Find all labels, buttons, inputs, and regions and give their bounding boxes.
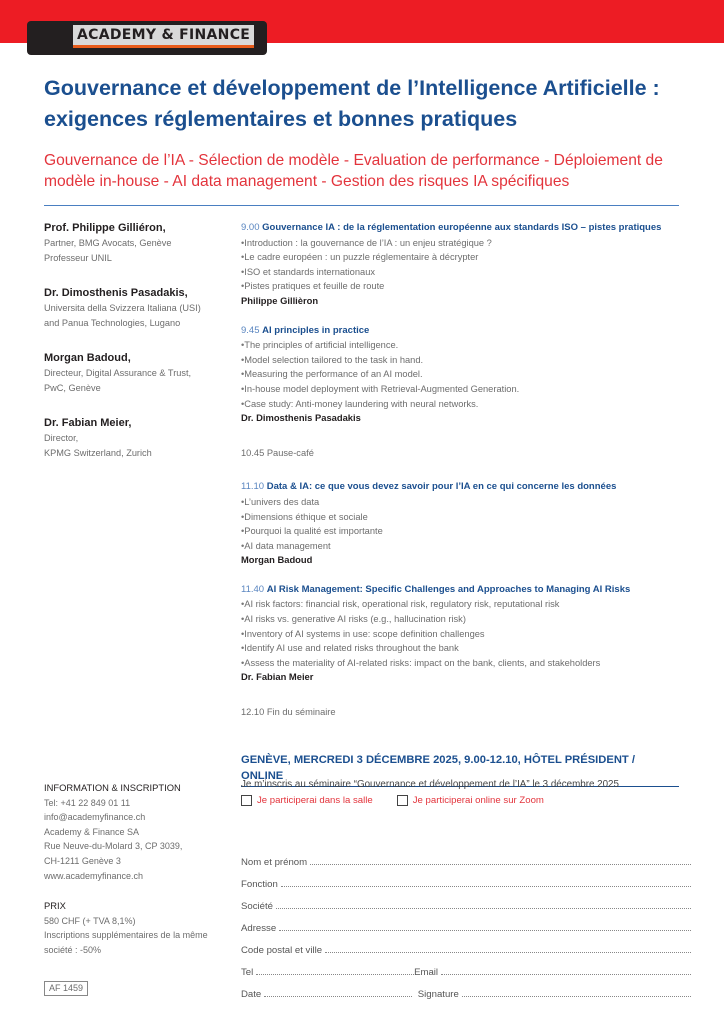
session-time: 11.40 [241,583,265,595]
session-speaker: Philippe Gillièron [241,294,319,306]
speaker-affiliation: Partner, BMG Avocats, Genève [44,238,172,248]
program [241,221,701,720]
session-title: AI Risk Management: Specific Challenges and Approaches to Managing AI Risks [266,583,631,595]
field-line[interactable] [310,864,691,865]
session-bullet: • Measuring the performance of an AI model. [241,367,701,382]
speaker-name: Morgan Badoud, [44,352,131,364]
speaker [44,351,229,396]
field-line[interactable] [276,908,691,909]
session-bullet: • AI risk factors: financial risk, operational risk, regulatory risk, reputational risk [241,597,701,612]
field-line[interactable] [441,974,691,975]
session-bullet: • Model selection tailored to the task in hand. [241,353,701,368]
speaker-affiliation: Universita della Svizzera Italiana (USI) [44,303,201,313]
session-speaker: Dr. Dimosthenis Pasadakis [241,412,361,424]
field-label: Nom et prénom [241,857,308,868]
session-bullet: • Case study: Anti-money laundering with neural networks. [241,397,701,412]
postal-city-field[interactable] [241,934,691,956]
session-bullet: • The principles of artificial intelligence. [241,338,701,353]
session [241,583,701,685]
coffee-break: 10.45 Pause-café [241,447,314,458]
info-block [44,781,234,958]
session-time: 11.10 [241,481,265,493]
session-bullet: • L’univers des data [241,495,701,510]
checkbox-icon[interactable] [397,795,408,806]
session-time: 9.45 [241,324,260,336]
field-label: Date [241,989,262,1000]
session-bullet: • Le cadre européen : un puzzle réglementaire à décrypter [241,250,701,265]
field-line[interactable] [256,974,414,975]
checkbox-zoom[interactable] [397,795,544,806]
speaker-affiliation: Director, [44,433,79,443]
subtitle: Gouvernance de l’IA - Sélection de modèle - Evaluation de performance - Déploiement de modèle in-house - AI data management - Gestion des risques IA spécifiques [44,152,663,190]
speaker [44,221,229,266]
session-bullet: • Pourquoi la qualité est importante [241,524,701,539]
price-heading: PRIX [44,900,66,912]
session-bullet: • Assess the materiality of AI-related risks: impact on the bank, clients, and stakeholders [241,656,701,671]
field-line[interactable] [281,886,691,887]
email-field[interactable] [414,956,691,978]
speaker [44,416,229,461]
speaker-affiliation: and Panua Technologies, Lugano [44,318,181,328]
field-label: Email [414,967,439,978]
field-line[interactable] [264,996,412,997]
session-title: AI principles in practice [262,324,370,336]
session [241,480,701,568]
speakers-list [44,221,229,481]
speaker-name: Prof. Philippe Gilliéron, [44,222,166,234]
session-title: Gouvernance IA : de la réglementation européenne aux standards ISO – pistes pratiques [262,222,662,233]
field-label: Signature [417,989,459,1000]
info-email-link[interactable]: info@academyfinance.ch [44,812,146,823]
end-of-seminar: 12.10 Fin du séminaire [241,707,336,718]
field-line[interactable] [462,996,691,997]
session-heading [241,583,701,598]
field-label: Code postal et ville [241,945,323,956]
price-amount: 580 CHF (+ TVA 8,1%) [44,915,136,926]
speaker-affiliation: PwC, Genève [44,383,101,393]
signature-field[interactable] [412,978,691,1000]
price-discount: Inscriptions supplémentaires de la même [44,930,208,941]
session-title: Data & IA: ce que vous devez savoir pour l’IA en ce qui concerne les données [266,481,617,493]
field-line[interactable] [325,952,691,953]
speaker-affiliation: Professeur UNIL [44,253,112,263]
session-bullet: • Dimensions éthique et sociale [241,510,701,525]
session-bullet: • Identify AI use and related risks throughout the bank [241,641,701,656]
session-speaker: Dr. Fabian Meier [241,671,314,683]
speaker-name: Dr. Dimosthenis Pasadakis, [44,287,188,299]
session-bullet: • Pistes pratiques et feuille de route [241,279,701,294]
reference-code: AF 1459 [44,981,88,996]
session-bullet: • Inventory of AI systems in use: scope definition challenges [241,627,701,642]
session-bullet: • ISO et standards internationaux [241,265,701,280]
checkbox-room-label: Je participerai dans la salle [257,795,373,806]
divider [44,205,679,206]
checkbox-zoom-label: Je participerai online sur Zoom [412,795,544,806]
field-label: Société [241,901,273,912]
function-field[interactable] [241,868,691,890]
session-bullet: • In-house model deployment with Retrieval-Augmented Generation. [241,382,701,397]
field-line[interactable] [279,930,691,931]
checkbox-icon[interactable] [241,795,252,806]
session-time: 9.00 [241,222,260,233]
session-heading [241,324,701,339]
speaker-name: Dr. Fabian Meier, [44,417,132,429]
session-speaker: Morgan Badoud [241,554,313,566]
address-field[interactable] [241,912,691,934]
session-bullet: • Introduction : la gouvernance de l’IA : un enjeu stratégique ? [241,236,701,251]
name-field[interactable] [241,846,691,868]
field-label: Fonction [241,879,278,890]
price-discount: société : -50% [44,944,102,955]
field-label: Tel [241,967,254,978]
tel-field[interactable] [241,956,414,978]
speaker [44,286,229,331]
company-field[interactable] [241,890,691,912]
speaker-affiliation: KPMG Switzerland, Zurich [44,448,152,458]
registration-form [241,846,691,1000]
session-heading [241,221,701,236]
logo: ACADEMY & FINANCE [73,25,254,48]
checkbox-room[interactable] [241,795,373,806]
info-city: CH-1211 Genève 3 [44,855,121,866]
session [241,221,701,309]
registration-statement: Je m’inscris au séminaire “Gouvernance et développement de l’IA” le 3 décembre 2025 [241,779,619,790]
page-title: Gouvernance et développement de l’Intelligence Artificielle : exigences réglementaires et bonnes pratiques [44,76,660,131]
session-bullet: • AI risks vs. generative AI risks (e.g., hallucination risk) [241,612,701,627]
session-bullet: • AI data management [241,539,701,554]
field-label: Adresse [241,923,277,934]
session [241,324,701,426]
info-address: Rue Neuve-du-Molard 3, CP 3039, [44,841,183,852]
date-field[interactable] [241,978,412,1000]
event-details: GENÈVE, MERCREDI 3 DÉCEMBRE 2025, 9.00-12.10, HÔTEL PRÉSIDENT / ONLINE [241,752,679,787]
info-website-link[interactable]: www.academyfinance.ch [44,870,144,881]
info-phone: Tel: +41 22 849 01 11 [44,797,131,808]
info-heading: INFORMATION & INSCRIPTION [44,782,181,793]
info-company: Academy & Finance SA [44,826,140,837]
attendance-options [241,795,544,806]
speaker-affiliation: Directeur, Digital Assurance & Trust, [44,368,192,378]
session-heading [241,480,701,495]
